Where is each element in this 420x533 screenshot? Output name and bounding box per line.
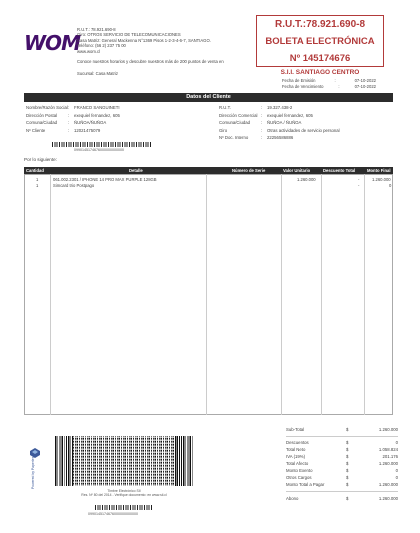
doc-rut: R.U.T.:78.921.690-8 bbox=[274, 19, 366, 30]
issuer-giro: Giro: OTROS SERVICIO DE TELECOMUNICACIONES bbox=[77, 32, 181, 38]
col-unit: Valor Unitario bbox=[283, 168, 311, 173]
totals-row: Sub-Total $ 1.260.000 bbox=[286, 427, 398, 432]
totals-row: Descuentos $ 0 bbox=[286, 440, 398, 445]
due-date-value: 07-10-2022 bbox=[354, 84, 376, 89]
col-discount: Descuento Total bbox=[323, 168, 356, 173]
col-total: Monto Final bbox=[367, 168, 391, 173]
dates-block bbox=[282, 78, 376, 90]
issuer-info bbox=[77, 27, 257, 54]
client-rut-row: R.U.T. : 19.327.438-2 bbox=[219, 105, 293, 110]
totals-row-total: Monto Total a Pagar $ 1.260.000 bbox=[286, 482, 398, 487]
issuer-website: www.wom.cl bbox=[77, 48, 101, 54]
paperless-label: Powered by Paperless bbox=[30, 455, 35, 489]
bottom-barcode bbox=[95, 505, 153, 510]
client-internal-doc: 22256586886 bbox=[267, 135, 294, 141]
doc-number: Nº 145174676 bbox=[289, 53, 351, 64]
items-table-header bbox=[24, 167, 393, 174]
issue-date-sep: : bbox=[334, 78, 336, 83]
client-giro: Otras actividades de servicio personal bbox=[267, 127, 340, 133]
col-detail: Detalle bbox=[129, 168, 143, 173]
client-giro-row: Giro : Otras actividades de servicio personal bbox=[219, 127, 340, 133]
pdf417-stamp-barcode bbox=[55, 436, 193, 486]
client-postal: exequiel fernandez, 605 bbox=[74, 112, 120, 118]
sii-office: S.I.I. SANTIAGO CENTRO bbox=[280, 69, 360, 76]
totals-row: Total Neto $ 1.058.824 bbox=[286, 447, 398, 452]
client-comuna2-row: Comuna/Ciudad : ÑUÑOA / ÑUÑOA bbox=[219, 120, 302, 126]
document-type-box bbox=[256, 15, 384, 67]
client-barcode-number: 0990145174676000000000000 bbox=[74, 148, 124, 152]
items-table bbox=[24, 174, 393, 415]
totals-row: Monto Exento $ 0 bbox=[286, 468, 398, 473]
client-name: FRANCO SANGUINETI bbox=[74, 105, 120, 110]
client-number: 12021475079 bbox=[74, 127, 101, 133]
client-header-bar bbox=[24, 93, 393, 102]
doc-type: BOLETA ELECTRÓNICA bbox=[265, 36, 375, 47]
issuer-address: Casa Matriz: General Mackenna N°1369 Pisos 1-2-3-4-6-7, SANTIAGO. bbox=[77, 37, 211, 43]
issue-date-value: 07-10-2022 bbox=[354, 78, 376, 83]
bottom-barcode-number: 0990145174676000000000000 bbox=[88, 512, 138, 516]
client-number-row: Nº Cliente : 12021475079 bbox=[26, 127, 101, 133]
promo-text: Conoce nuestros horarios y descubre nuestros más de 200 puntos de venta en bbox=[77, 59, 224, 64]
client-postal-row: Dirección Postal : exequiel fernandez, 605 bbox=[26, 112, 120, 118]
totals-row: Total Afecto $ 1.260.000 bbox=[286, 461, 398, 466]
issue-date-label: Fecha de Emisión bbox=[282, 78, 316, 83]
paperless-brand bbox=[26, 448, 44, 489]
invoice-page: WOM R.U.T.: 78.921.690-8 Giro: OTROS SERVICIO DE TELECOMUNICACIONES Casa Matriz: General Mackenna N°1369 Pisos 1-2-3-4-6-7, SANTIAGO. Teléfono: (56 2) 237 75 00 www.wom.cl Conoce nuestros horarios y descubre nuestros más de 200 puntos de venta en Sucursal: Casa Matriz R.U.T.:78.921.690-8 BOLETA ELECTRÓNICA Nº 145174676 S.I.I. SANTIAGO CENTRO Fecha de Emisión : 07-10-2022 Fecha de Vencimiento : 07-10-2022 Datos del Cliente Nombre/Razón Social : FRANCO SANGUINETI Dirección Postal : exequiel fernandez, 605 Comuna/Ciudad : ÑUÑOA/ÑUÑOA Nº Cliente : 12021475079 R.U.T. : 19.327.438-2 Dirección Comercial : exequiel fernandez, 605 Comuna/Ciudad : ÑUÑOA / ÑUÑOA Giro : Otras actividades de servicio personal Nº Doc. Interno : 22256586886 0990145174676000000000000 Por lo siguiente: Cantidad Detalle Número de Serie Valor Unitario Descuento Total Monto Final 1 061.002.2301 / IPHONE 14 PRO MAX PURPLE 128GB 1.260.000 - 1.260.000 1 Simcard trio Postpago - 0 Powered by Paperless Timbre Electrónico SII Res. Nº 80 del 2014 - Verifique documento: en www.sii.cl 0990145174676000000000000 Sub-Total $ 1.260.000 Descuentos $ 0 Total Neto $ 1.058.824 IVA (19%) $ 201.176 Total Afecto $ 1.260.000 Monto Exento $ 0 Otros Cargos $ 0 Monto Total a Pagar $ 1.260.000 Abono $ 1.260.000 bbox=[0, 0, 420, 533]
wom-logo: WOM bbox=[24, 31, 80, 55]
stamp-line1: Timbre Electrónico SII bbox=[107, 489, 141, 493]
client-header-title: Datos del Cliente bbox=[186, 94, 231, 100]
branch-text: Sucursal: Casa Matriz bbox=[77, 71, 118, 77]
client-commercial: exequiel fernandez, 605 bbox=[267, 112, 313, 118]
stamp-text bbox=[55, 489, 193, 498]
client-comuna2: ÑUÑOA / ÑUÑOA bbox=[267, 120, 302, 126]
client-internal-doc-row: Nº Doc. Interno : 22256586886 bbox=[219, 135, 294, 141]
issuer-rut: R.U.T.: 78.921.690-8 bbox=[77, 27, 116, 32]
issuer-promo bbox=[77, 59, 277, 77]
client-comuna: ÑUÑOA/ÑUÑOA bbox=[74, 120, 107, 126]
client-rut: 19.327.438-2 bbox=[267, 105, 293, 110]
totals-row: IVA (19%) $ 201.176 bbox=[286, 454, 398, 459]
stamp-line2: Res. Nº 80 del 2014 - Verifique documento: en www.sii.cl bbox=[81, 493, 167, 498]
issuer-phone: Teléfono: (56 2) 237 75 00 bbox=[77, 43, 126, 49]
client-name-row: Nombre/Razón Social : FRANCO SANGUINETI bbox=[26, 105, 120, 110]
due-date-label: Fecha de Vencimiento bbox=[282, 84, 324, 89]
client-barcode bbox=[52, 142, 152, 147]
totals-row-abono: Abono $ 1.260.000 bbox=[286, 496, 398, 501]
client-right-block bbox=[219, 104, 340, 142]
due-date-sep: : bbox=[338, 84, 340, 89]
client-commercial-row: Dirección Comercial : exequiel fernandez, 605 bbox=[219, 112, 313, 118]
due-date-row bbox=[282, 84, 376, 90]
col-qty: Cantidad bbox=[26, 168, 44, 173]
col-serial: Número de Serie bbox=[232, 168, 266, 173]
intro-text: Por lo siguiente: bbox=[24, 157, 57, 162]
client-comuna-row: Comuna/Ciudad : ÑUÑOA/ÑUÑOA bbox=[26, 120, 107, 126]
client-left-block bbox=[26, 104, 120, 134]
totals-row: Otros Cargos $ 0 bbox=[286, 475, 398, 480]
